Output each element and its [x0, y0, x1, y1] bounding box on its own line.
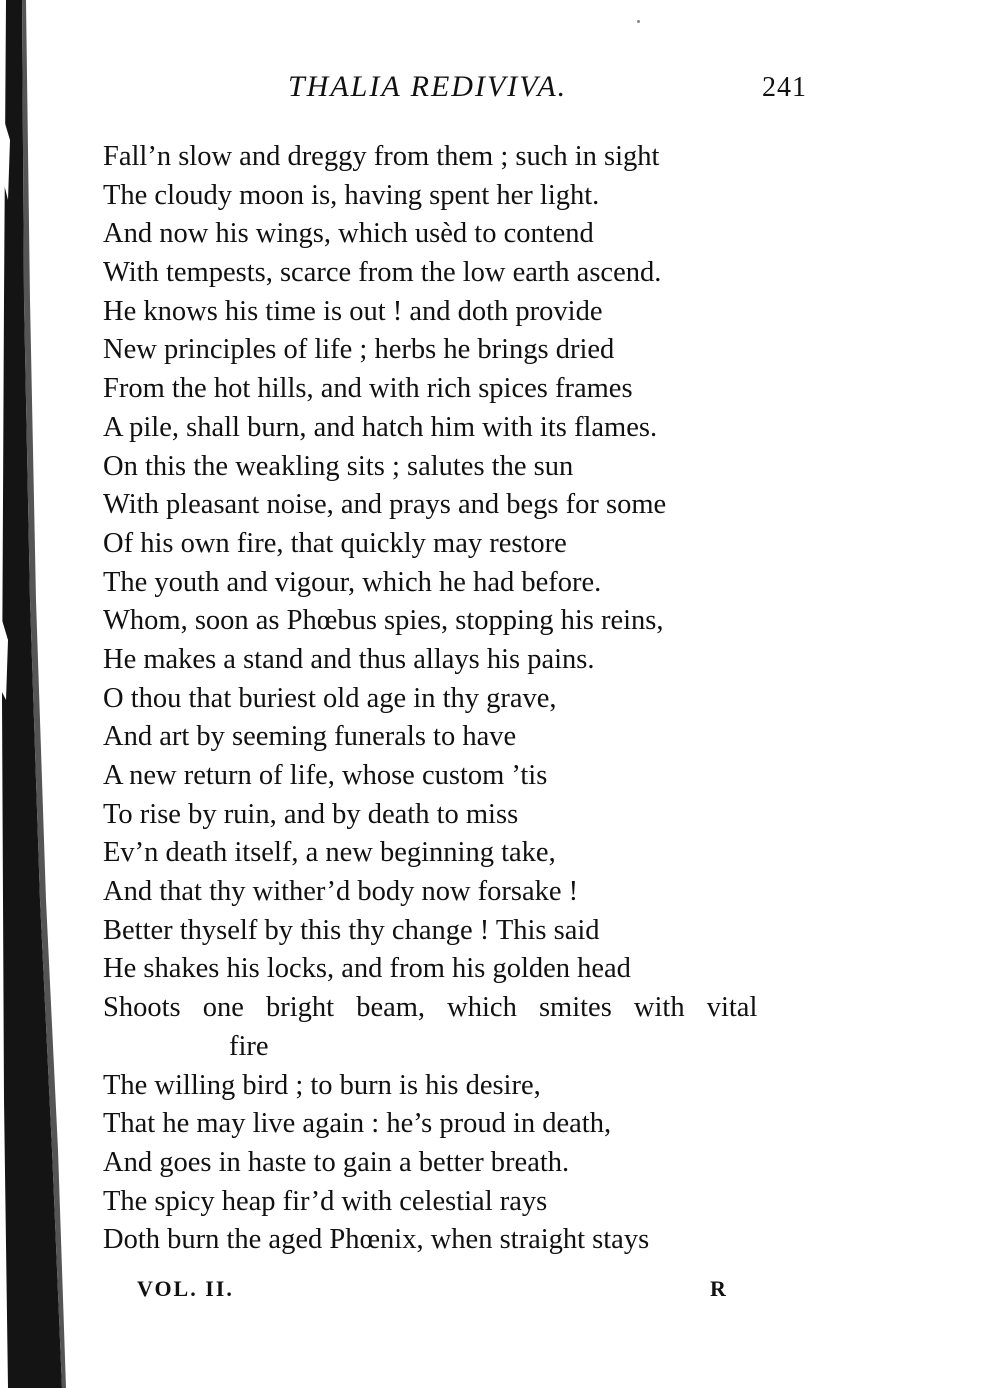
book-spine-shadow [0, 0, 68, 1388]
poem-line: Doth burn the aged Phœnix, when straight stays [103, 1224, 650, 1256]
poem-line: Better thyself by this thy change ! This said [103, 914, 600, 946]
poem-text [103, 138, 823, 1260]
poem-line: And now his wings, which usèd to contend [103, 218, 594, 250]
poem-line: That he may live again : he’s proud in death, [103, 1108, 612, 1140]
signature-mark-volume: VOL. II. [137, 1276, 234, 1301]
poem-line: New principles of life ; herbs he brings dried [103, 334, 615, 366]
poem-line: A pile, shall burn, and hatch him with its flames. [103, 411, 658, 443]
poem-line: The cloudy moon is, having spent her light. [103, 179, 600, 211]
paper-speck [637, 20, 640, 23]
poem-line: With tempests, scarce from the low earth ascend. [103, 257, 662, 289]
running-header-title: THALIA REDIVIVA. [288, 70, 568, 103]
poem-line: On this the weakling sits ; salutes the sun [103, 450, 574, 482]
page-number: 241 [762, 72, 807, 103]
poem-line: With pleasant noise, and prays and begs for some [103, 489, 667, 521]
poem-line: Fall’n slow and dreggy from them ; such in sight [103, 141, 660, 172]
poem-line: He shakes his locks, and from his golden head [103, 953, 631, 985]
poem-line: He knows his time is out ! and doth provide [103, 295, 603, 327]
poem-line: He makes a stand and thus allays his pains. [103, 643, 595, 675]
poem-line: Of his own fire, that quickly may restore [103, 527, 567, 559]
poem-line: The willing bird ; to burn is his desire, [103, 1069, 541, 1101]
poem-line: And art by seeming funerals to have [103, 721, 517, 753]
poem-line: O thou that buriest old age in thy grave, [103, 682, 557, 714]
poem-line: The youth and vigour, which he had before. [103, 566, 602, 598]
signature-mark-letter: R [710, 1276, 726, 1301]
poem-line: And that thy wither’d body now forsake ! [103, 876, 579, 908]
poem-line: A new return of life, whose custom ’tis [103, 760, 548, 791]
poem-line: Shoots one bright beam, which smites with vital [103, 992, 758, 1024]
poem-line: Whom, soon as Phœbus spies, stopping his reins, [103, 605, 664, 637]
poem-line: Ev’n death itself, a new beginning take, [103, 837, 556, 869]
poem-line: The spicy heap fir’d with celestial rays [103, 1185, 548, 1217]
poem-line: From the hot hills, and with rich spices frames [103, 373, 633, 405]
poem-line: To rise by ruin, and by death to miss [103, 798, 519, 830]
poem-line: And goes in haste to gain a better breath. [103, 1146, 570, 1178]
poem-line-continuation: fire [229, 1030, 269, 1062]
